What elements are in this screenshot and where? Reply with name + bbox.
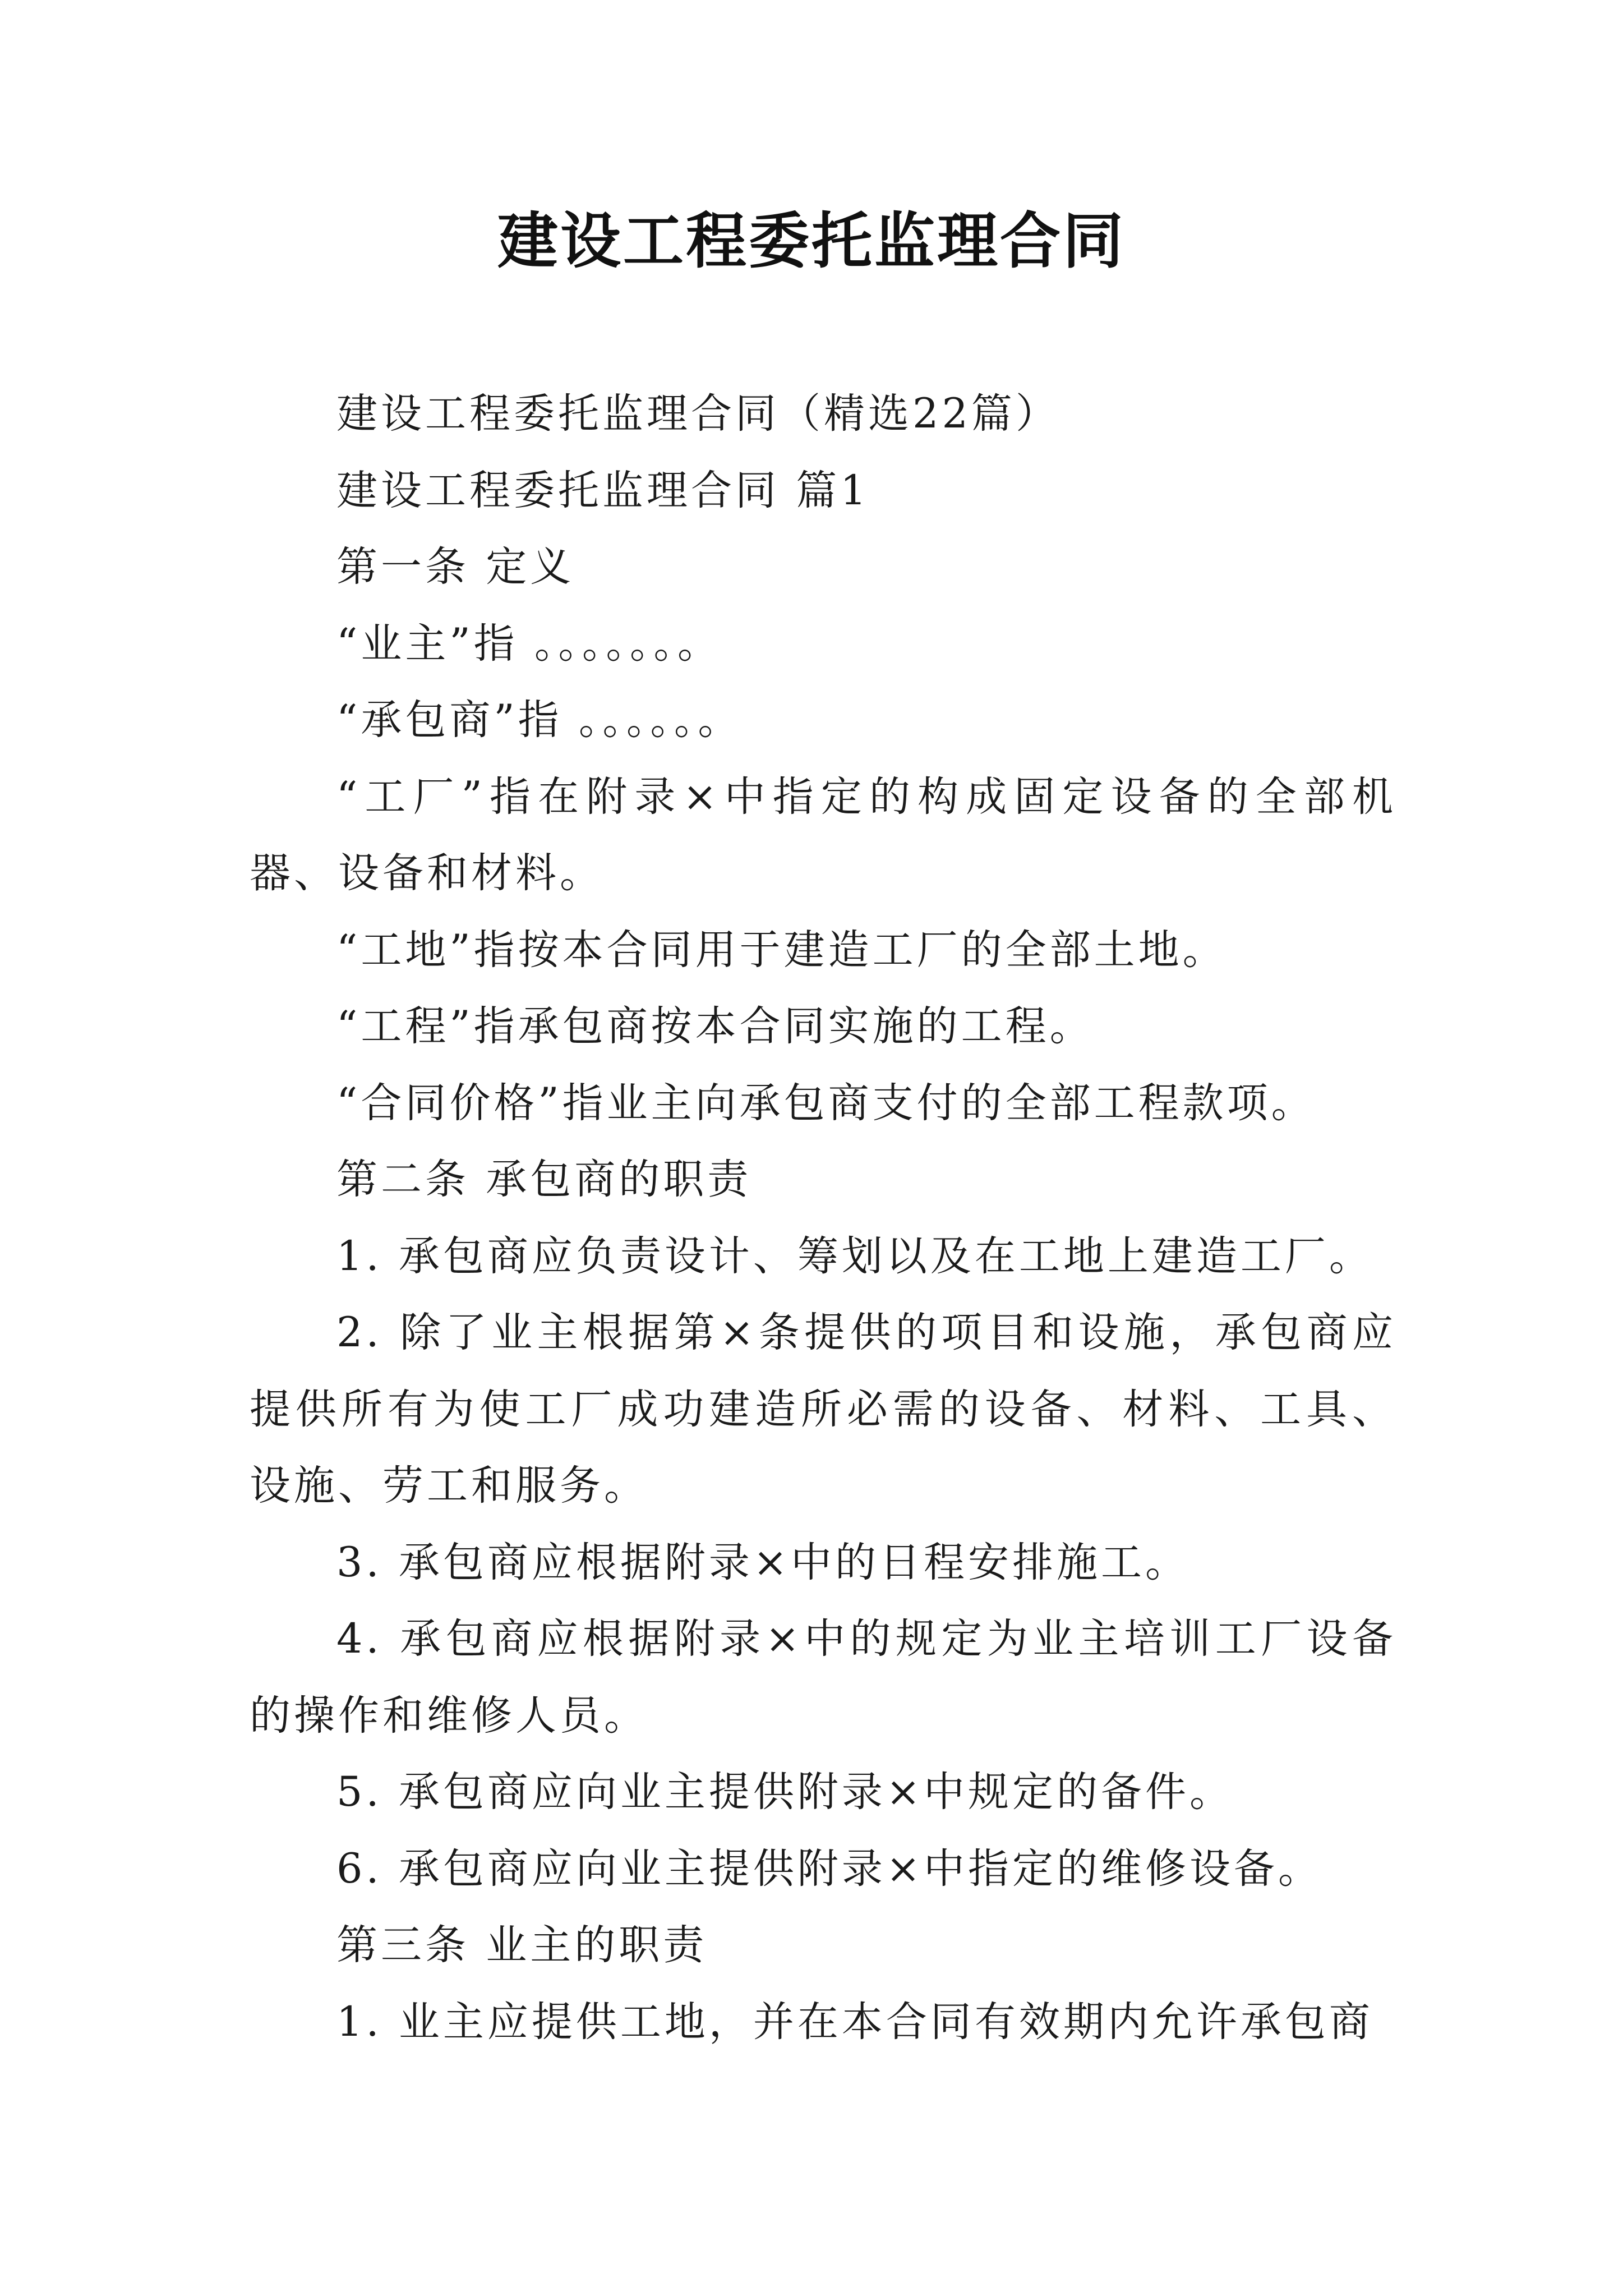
paragraph: “业主”指 。。。。。。。: [336, 619, 722, 668]
paragraph: “工程”指承包商按本合同实施的工程。: [336, 1002, 1094, 1050]
list-item: 6. 承包商应向业主提供附录×中指定的维修设备。: [336, 1844, 1323, 1893]
paragraph: 建设工程委托监理合同（精选22篇）: [336, 390, 1060, 438]
section-heading: 第一条 定义: [336, 543, 575, 591]
document-body: [250, 376, 1396, 2060]
paragraph: “承包商”指 。。。。。。: [336, 696, 743, 744]
list-item: 3. 承包商应根据附录×中的日程安排施工。: [336, 1538, 1190, 1586]
list-item: 1. 承包商应负责设计、筹划以及在工地上建造工厂。: [336, 1232, 1373, 1280]
section-heading: 第三条 业主的职责: [336, 1921, 708, 1969]
paragraph: “合同价格”指业主向承包商支付的全部工程款项。: [336, 1079, 1316, 1127]
paragraph: 建设工程委托监理合同 篇1: [336, 466, 870, 514]
section-heading: 第二条 承包商的职责: [336, 1156, 752, 1203]
list-item: 5. 承包商应向业主提供附录×中规定的备件。: [336, 1768, 1234, 1816]
list-item: 1. 业主应提供工地，并在本合同有效期内允许承包商: [336, 1998, 1373, 2046]
list-item: 4. 承包商应根据附录×中的规定为业主培训工厂设备的操作和维修人员。: [250, 1615, 1396, 1740]
paragraph: “工厂”指在附录×中指定的构成固定设备的全部机器、设备和材料。: [250, 772, 1396, 897]
list-item: 2. 除了业主根据第×条提供的项目和设施，承包商应提供所有为使工厂成功建造所必需的设备、材料、工具、设施、劳工和服务。: [250, 1309, 1396, 1510]
document-title: 建设工程委托监理合同: [497, 206, 1126, 277]
paragraph: “工地”指按本合同用于建造工厂的全部土地。: [336, 926, 1227, 974]
